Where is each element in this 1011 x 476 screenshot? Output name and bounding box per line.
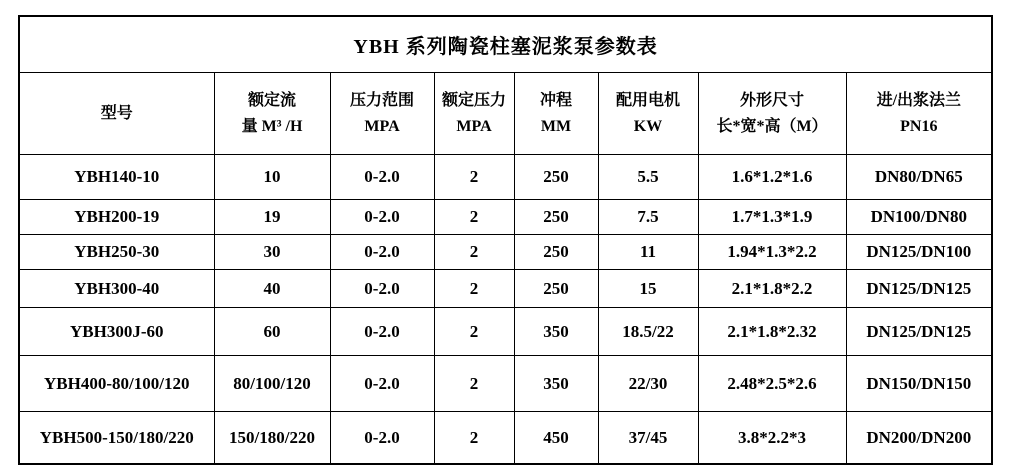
cell-motor: 37/45 xyxy=(598,412,698,465)
cell-rated-pressure: 2 xyxy=(434,155,514,200)
column-header-dimensions xyxy=(698,73,846,155)
cell-rated-pressure: 2 xyxy=(434,308,514,356)
cell-dimensions: 3.8*2.2*3 xyxy=(698,412,846,465)
cell-rated-flow: 60 xyxy=(214,308,330,356)
cell-dimensions: 2.1*1.8*2.2 xyxy=(698,270,846,308)
header-line2: 量 M³ /H xyxy=(241,117,303,135)
header-row xyxy=(19,73,992,155)
cell-flange: DN80/DN65 xyxy=(846,155,992,200)
header-line1: 进/出浆法兰 xyxy=(876,91,962,109)
cell-rated-pressure: 2 xyxy=(434,235,514,270)
header-line2: 长*宽*高（M） xyxy=(716,117,828,135)
header-line1: 压力范围 xyxy=(349,91,414,109)
cell-pressure-range: 0-2.0 xyxy=(330,235,434,270)
column-header-pressure-range xyxy=(330,73,434,155)
title-row xyxy=(19,16,992,73)
header-line2: MPA xyxy=(456,117,492,135)
cell-stroke: 250 xyxy=(514,200,598,235)
column-header-model xyxy=(19,73,214,155)
cell-flange: DN150/DN150 xyxy=(846,356,992,412)
cell-model: YBH300-40 xyxy=(19,270,214,308)
table-title: YBH 系列陶瓷柱塞泥浆泵参数表 xyxy=(19,16,992,73)
cell-dimensions: 1.6*1.2*1.6 xyxy=(698,155,846,200)
cell-stroke: 250 xyxy=(514,270,598,308)
cell-dimensions: 1.7*1.3*1.9 xyxy=(698,200,846,235)
cell-motor: 7.5 xyxy=(598,200,698,235)
cell-pressure-range: 0-2.0 xyxy=(330,200,434,235)
table-row xyxy=(19,356,992,412)
cell-rated-pressure: 2 xyxy=(434,412,514,465)
cell-rated-flow: 150/180/220 xyxy=(214,412,330,465)
cell-motor: 22/30 xyxy=(598,356,698,412)
cell-stroke: 250 xyxy=(514,155,598,200)
header-line2: KW xyxy=(633,117,663,135)
cell-model: YBH400-80/100/120 xyxy=(19,356,214,412)
header-line1: 型号 xyxy=(100,104,133,122)
cell-rated-pressure: 2 xyxy=(434,270,514,308)
cell-rated-flow: 40 xyxy=(214,270,330,308)
table-row xyxy=(19,155,992,200)
cell-rated-pressure: 2 xyxy=(434,200,514,235)
column-header-rated-flow xyxy=(214,73,330,155)
cell-flange: DN100/DN80 xyxy=(846,200,992,235)
cell-dimensions: 2.48*2.5*2.6 xyxy=(698,356,846,412)
pump-parameter-table xyxy=(18,15,993,465)
cell-model: YBH300J-60 xyxy=(19,308,214,356)
cell-flange: DN200/DN200 xyxy=(846,412,992,465)
cell-motor: 11 xyxy=(598,235,698,270)
cell-pressure-range: 0-2.0 xyxy=(330,155,434,200)
header-line1: 额定流 xyxy=(247,91,296,109)
column-header-flange xyxy=(846,73,992,155)
cell-stroke: 250 xyxy=(514,235,598,270)
header-line1: 冲程 xyxy=(539,91,572,109)
cell-dimensions: 2.1*1.8*2.32 xyxy=(698,308,846,356)
table-row xyxy=(19,308,992,356)
cell-rated-pressure: 2 xyxy=(434,356,514,412)
cell-model: YBH250-30 xyxy=(19,235,214,270)
table-row xyxy=(19,235,992,270)
header-line1: 额定压力 xyxy=(441,91,506,109)
header-line1: 配用电机 xyxy=(615,91,680,109)
cell-rated-flow: 19 xyxy=(214,200,330,235)
cell-stroke: 350 xyxy=(514,356,598,412)
table-row xyxy=(19,270,992,308)
header-line1: 外形尺寸 xyxy=(739,91,804,109)
cell-pressure-range: 0-2.0 xyxy=(330,412,434,465)
cell-pressure-range: 0-2.0 xyxy=(330,270,434,308)
column-header-motor xyxy=(598,73,698,155)
table-row xyxy=(19,412,992,465)
column-header-rated-pressure xyxy=(434,73,514,155)
cell-flange: DN125/DN125 xyxy=(846,308,992,356)
header-line2: PN16 xyxy=(900,117,938,135)
cell-stroke: 350 xyxy=(514,308,598,356)
cell-motor: 5.5 xyxy=(598,155,698,200)
cell-model: YBH500-150/180/220 xyxy=(19,412,214,465)
cell-flange: DN125/DN125 xyxy=(846,270,992,308)
column-header-stroke xyxy=(514,73,598,155)
table-row xyxy=(19,200,992,235)
cell-model: YBH200-19 xyxy=(19,200,214,235)
cell-rated-flow: 10 xyxy=(214,155,330,200)
header-line2: MPA xyxy=(364,117,400,135)
cell-pressure-range: 0-2.0 xyxy=(330,308,434,356)
cell-pressure-range: 0-2.0 xyxy=(330,356,434,412)
cell-flange: DN125/DN100 xyxy=(846,235,992,270)
cell-model: YBH140-10 xyxy=(19,155,214,200)
header-line2: MM xyxy=(540,117,572,135)
cell-motor: 15 xyxy=(598,270,698,308)
cell-dimensions: 1.94*1.3*2.2 xyxy=(698,235,846,270)
cell-stroke: 450 xyxy=(514,412,598,465)
cell-rated-flow: 30 xyxy=(214,235,330,270)
table-body xyxy=(19,155,992,465)
cell-rated-flow: 80/100/120 xyxy=(214,356,330,412)
cell-motor: 18.5/22 xyxy=(598,308,698,356)
